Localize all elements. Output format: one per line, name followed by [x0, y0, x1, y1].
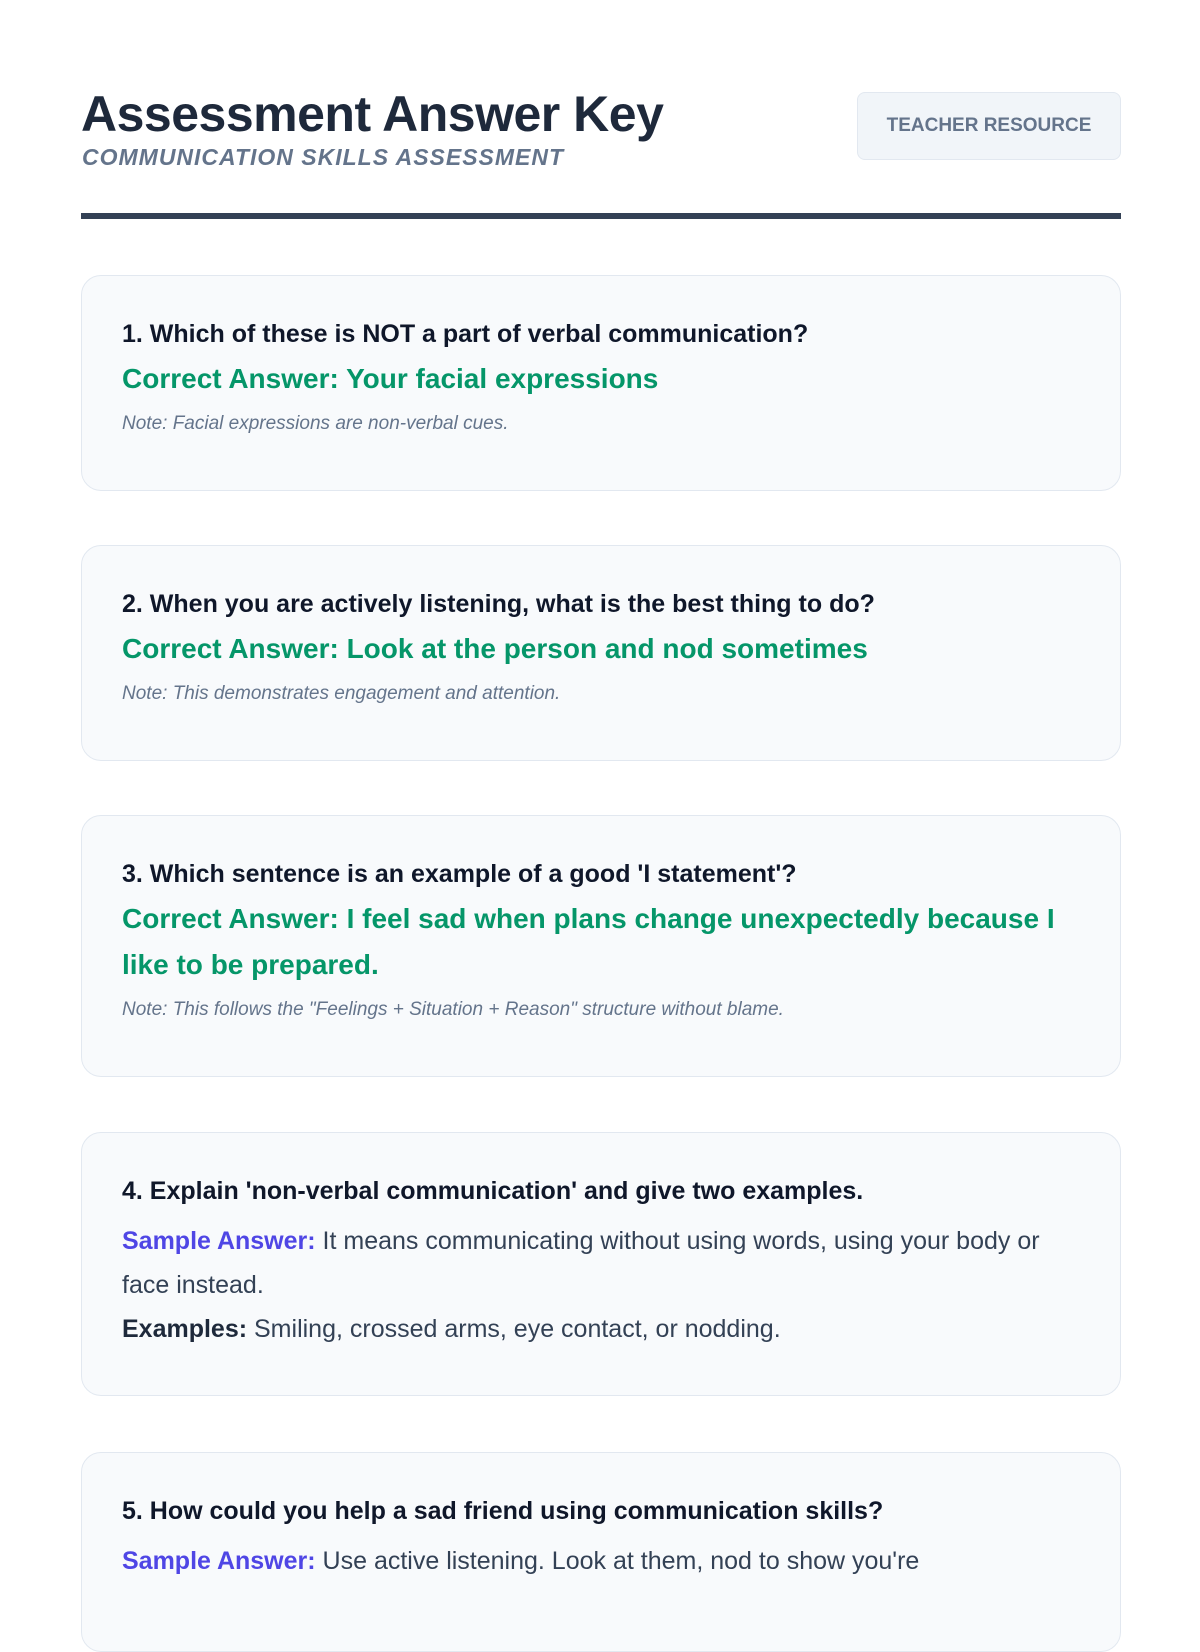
question-card-2	[81, 545, 1121, 761]
correct-answer-text: Look at the person and nod sometimes	[346, 633, 868, 664]
question-text: 3. Which sentence is an example of a good 'I statement'?	[122, 860, 797, 888]
question-text: 1. Which of these is NOT a part of verbal communication?	[122, 320, 809, 348]
answer-note: Note: This demonstrates engagement and attention.	[122, 683, 561, 704]
examples-text: Smiling, crossed arms, eye contact, or nodding.	[247, 1315, 781, 1343]
question-card-3	[81, 815, 1121, 1077]
header-divider	[81, 213, 1121, 219]
question-text: 2. When you are actively listening, what is the best thing to do?	[122, 590, 875, 618]
question-card-1	[81, 275, 1121, 491]
correct-answer	[122, 626, 1080, 672]
sample-answer-label: Sample Answer:	[122, 1547, 316, 1575]
correct-answer	[122, 896, 1080, 988]
page-subtitle: COMMUNICATION SKILLS ASSESSMENT	[82, 144, 565, 170]
correct-answer-text: I feel sad when plans change unexpectedly because I like to be prepared.	[122, 903, 1055, 980]
page-header	[81, 0, 1121, 220]
answer-note: Note: This follows the "Feelings + Situation + Reason" structure without blame.	[122, 999, 784, 1020]
correct-answer	[122, 356, 1080, 402]
question-text: 5. How could you help a sad friend using communication skills?	[122, 1497, 884, 1525]
examples	[122, 1307, 1080, 1351]
sample-answer	[122, 1219, 1080, 1307]
examples-label: Examples:	[122, 1315, 248, 1343]
teacher-resource-badge: TEACHER RESOURCE	[857, 92, 1121, 160]
question-card-4	[81, 1132, 1121, 1396]
question-card-5	[81, 1452, 1121, 1652]
page-title: Assessment Answer Key	[81, 86, 664, 142]
correct-answer-label: Correct Answer:	[122, 363, 347, 394]
correct-answer-label: Correct Answer:	[122, 903, 347, 934]
sample-answer-text: Use active listening. Look at them, nod to show you're	[315, 1547, 920, 1575]
answer-key-page	[81, 0, 1121, 1575]
sample-answer-label: Sample Answer:	[122, 1227, 316, 1255]
question-text: 4. Explain 'non-verbal communication' and give two examples.	[122, 1177, 864, 1205]
answer-note: Note: Facial expressions are non-verbal cues.	[122, 413, 509, 434]
sample-answer-text: It means communicating without using words, using your body or face instead.	[122, 1227, 1040, 1299]
correct-answer-label: Correct Answer:	[122, 633, 347, 664]
sample-answer	[122, 1539, 1080, 1583]
correct-answer-text: Your facial expressions	[346, 363, 659, 394]
